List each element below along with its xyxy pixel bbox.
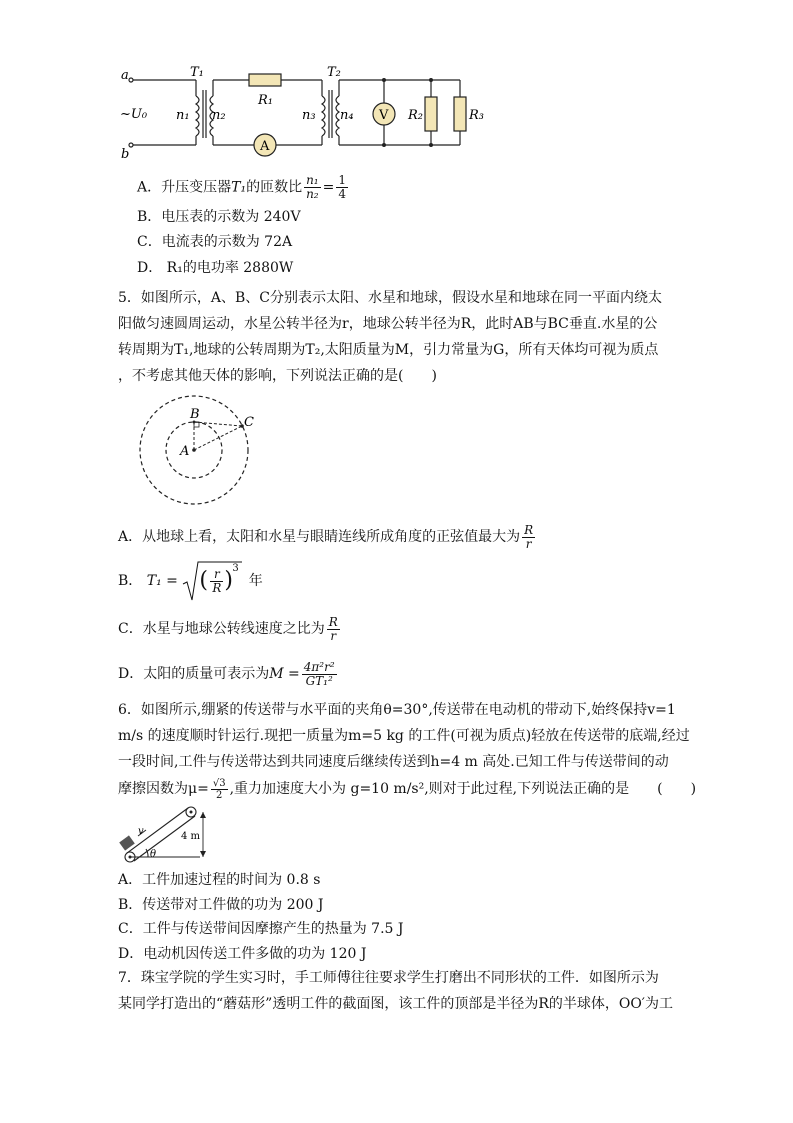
- q4-a-den: n₂: [306, 187, 319, 201]
- q6-option-b: B．传送带对工件做的功为 200 J: [118, 897, 324, 913]
- t2-label: T₂: [327, 65, 341, 80]
- q5-b-t1: T₁ =: [146, 573, 178, 589]
- orbit-label-c: C: [244, 415, 254, 430]
- q5-b-inner-num: r: [210, 568, 223, 582]
- q5-option-a: [118, 520, 537, 554]
- r3-label: R₃: [469, 108, 484, 123]
- q6-option-c: C．工件与传送带间因摩擦产生的热量为 7.5 J: [118, 921, 404, 937]
- q4-a-ratio-fraction: [304, 174, 321, 201]
- q6-mu-den: 2: [216, 789, 223, 801]
- n1-label: n₁: [176, 108, 190, 123]
- q5-b-prefix: B．: [118, 573, 143, 589]
- q5-d-lhs: M =: [269, 666, 300, 682]
- n3-label: n₃: [302, 108, 316, 123]
- terminal-a-label: a: [121, 68, 129, 83]
- n2-label: n₂: [212, 108, 226, 123]
- q5-b-unit: 年: [248, 573, 263, 589]
- q5-option-c: [118, 612, 342, 646]
- q5-a-num: R: [524, 522, 534, 537]
- r2-label: R₂: [408, 108, 423, 123]
- q4-a-val-num: 1: [338, 173, 346, 187]
- source-voltage-label: ~U₀: [120, 107, 148, 122]
- q4-option-a: [137, 174, 350, 200]
- r1-label: R₁: [258, 93, 273, 108]
- q5-option-d: [118, 656, 339, 692]
- conveyor-theta-label: θ: [150, 849, 157, 860]
- q4-a-eq: =: [322, 179, 335, 196]
- q6-stem-line-4: [118, 776, 696, 802]
- q5-d-den: GT₁²: [305, 673, 333, 688]
- transformer-circuit-figure: [0, 60, 793, 230]
- n4-label: n₄: [340, 108, 354, 123]
- q6-mu-fraction: [211, 778, 228, 801]
- q7-stem-line-2: 某同学打造出的“蘑菇形”透明工件的截面图，该工件的顶部是半径为R的半球体，OO′为工: [118, 996, 673, 1012]
- orbit-label-a: A: [180, 444, 190, 459]
- q4-option-b: B．电压表的示数为 240V: [137, 209, 301, 225]
- t1-label: T₁: [190, 65, 204, 80]
- q5-b-exponent: 3: [232, 563, 239, 574]
- ammeter-label: A: [260, 139, 270, 154]
- q5-c-den: r: [330, 628, 337, 643]
- conveyor-figure: [0, 802, 793, 864]
- q6-stem-line-3: 一段时间,工件与传送带达到共同速度后继续传送到h=4 m 高处.已知工件与传送带间的动: [118, 754, 669, 770]
- q5-b-inner-den: R: [212, 581, 222, 595]
- q4-a-num: n₁: [306, 173, 319, 187]
- voltmeter-label: V: [379, 108, 389, 123]
- q5-c-num: R: [328, 614, 338, 629]
- q5-c-text: C．水星与地球公转线速度之比为: [118, 621, 325, 637]
- q5-stem-line-4: ，不考虑其他天体的影响，下列说法正确的是( ): [118, 368, 437, 384]
- terminal-b-label: b: [121, 147, 130, 162]
- q5-d-text: D．太阳的质量可表示为: [118, 666, 270, 682]
- q4-a-mid: 的匝数比: [246, 179, 303, 196]
- q4-a-var: T₁: [231, 179, 247, 196]
- q7-stem-line-1: 7．珠宝学院的学生实习时，手工师傅往往要求学生打磨出不同形状的工件．如图所示为: [118, 970, 659, 986]
- q5-d-num: 4π²r²: [303, 659, 335, 674]
- q6-line4-b: ,重力加速度大小为 g=10 m/s²,则对于此过程,下列说法正确的是 ( ): [229, 781, 697, 797]
- q6-stem-line-2: m/s 的速度顺时针运行.现把一质量为m=5 kg 的工件(可视为质点)轻放在传送带的底端,经过: [118, 728, 690, 744]
- q4-a-val-den: 4: [338, 187, 346, 201]
- conveyor-height-label: 4 m: [181, 831, 201, 842]
- q6-line4-a: 摩擦因数为μ=: [118, 781, 209, 797]
- q4-option-c: C．电流表的示数为 72A: [137, 234, 293, 250]
- q5-a-text: A．从地球上看，太阳和水星与眼睛连线所成角度的正弦值最大为: [118, 529, 521, 545]
- q6-mu-num: √3: [212, 777, 226, 789]
- q5-a-fraction: [522, 524, 535, 551]
- orbit-figure: [0, 395, 793, 515]
- q5-d-fraction: [302, 661, 337, 688]
- q4-a-value-fraction: [336, 174, 348, 201]
- q5-a-den: r: [525, 536, 532, 551]
- conveyor-v-label: v: [138, 826, 144, 837]
- orbit-label-b: B: [190, 407, 200, 422]
- q5-stem-line-2: 阳做匀速圆周运动，水星公转半径为r，地球公转半径为R，此时AB与BC垂直.水星的公: [118, 316, 658, 332]
- q6-option-a: A．工件加速过程的时间为 0.8 s: [118, 872, 321, 888]
- q5-b-inner-fraction: [210, 568, 223, 595]
- q5-stem-line-3: 转周期为T₁,地球的公转周期为T₂,太阳质量为M，引力常量为G，所有天体均可视为质点: [118, 342, 659, 358]
- q5-stem-line-1: 5．如图所示，A、B、C分别表示太阳、水星和地球，假设水星和地球在同一平面内绕太: [118, 290, 663, 306]
- q5-c-fraction: [327, 616, 340, 643]
- q4-a-prefix: A．升压变压器: [137, 179, 232, 196]
- q5-option-b: [118, 558, 263, 604]
- q6-stem-line-1: 6．如图所示,绷紧的传送带与水平面的夹角θ=30°,传送带在电动机的带动下,始终保持v=1: [118, 702, 676, 718]
- q6-option-d: D．电动机因传送工件多做的功为 120 J: [118, 946, 367, 962]
- q5-b-sqrt: ( $\frac{r}{R}$ ) 3: [182, 560, 244, 602]
- q4-option-d: D． R₁的电功率 2880W: [137, 260, 294, 276]
